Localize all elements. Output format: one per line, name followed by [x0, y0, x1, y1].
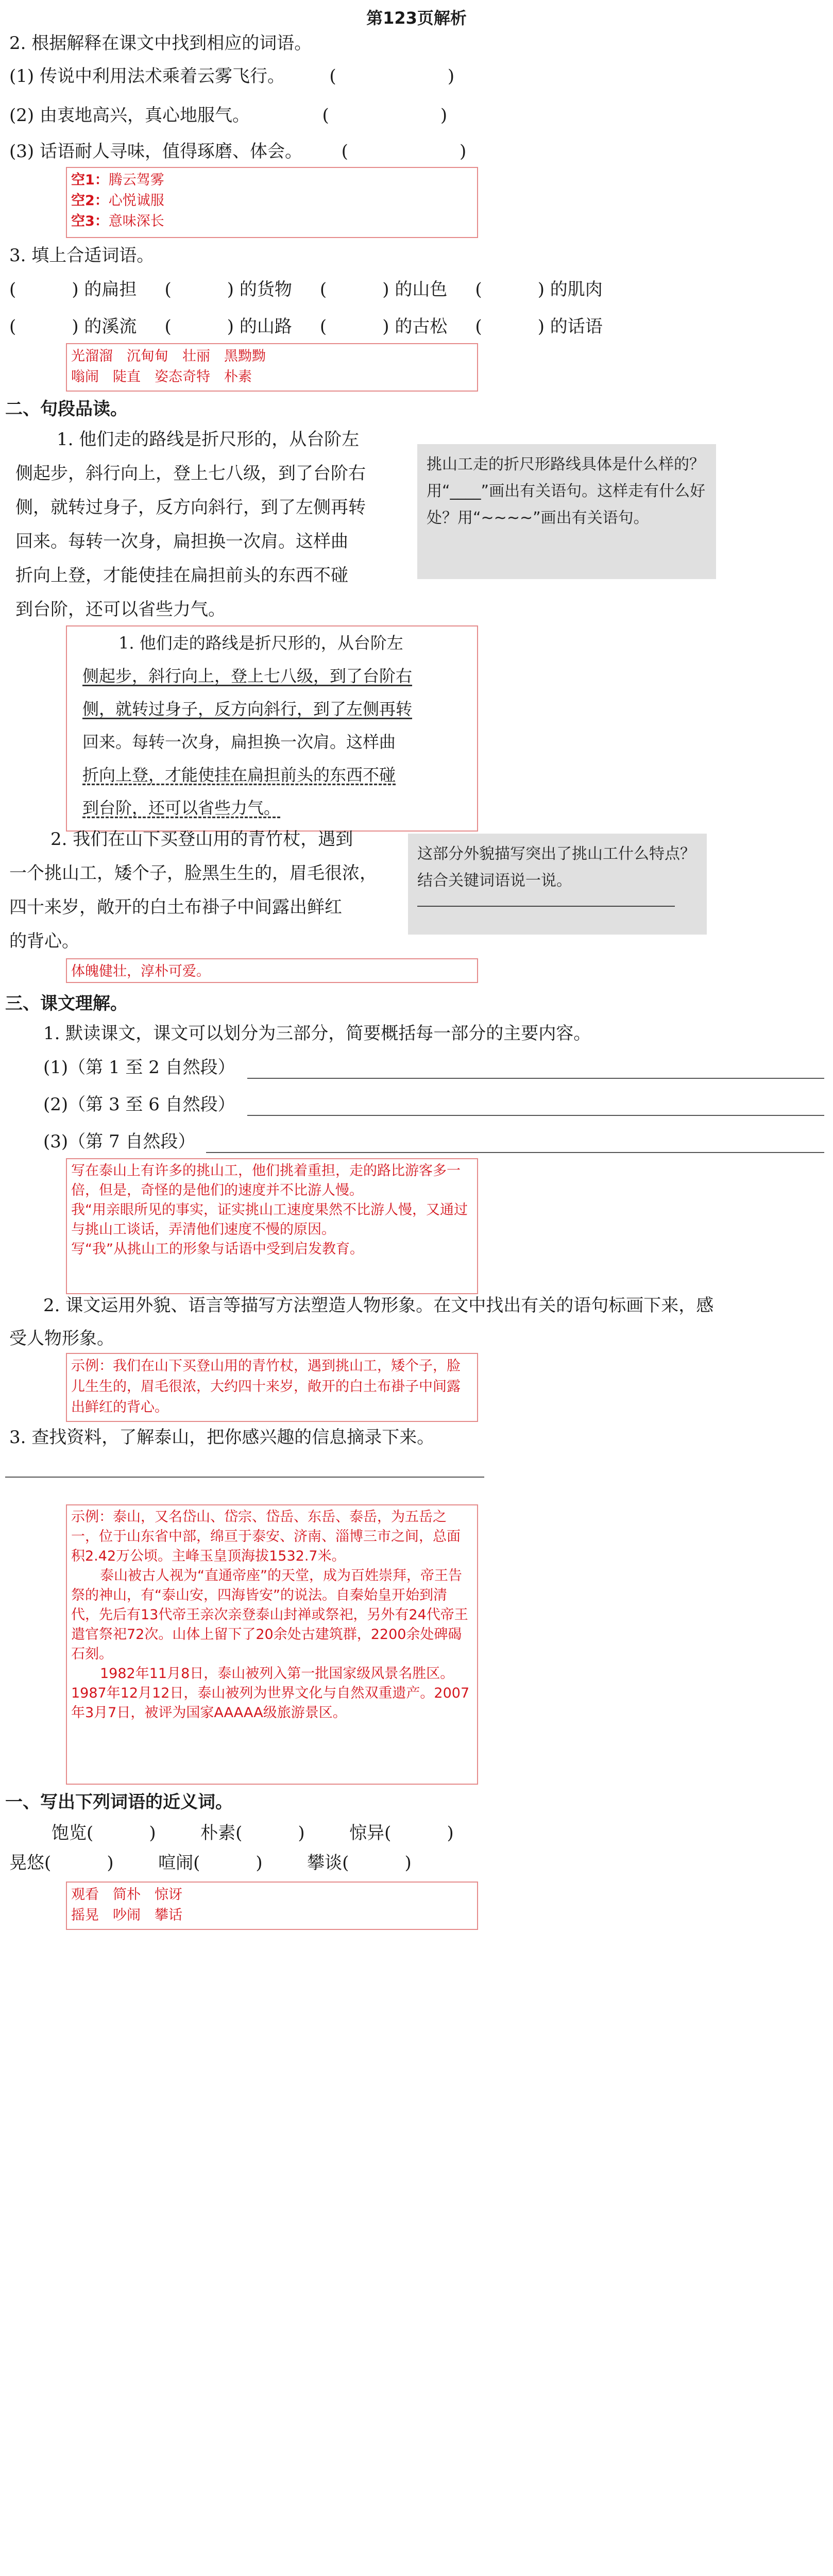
sec4-row-2: 晃悠( ) 喧闹( ) 攀谈( ): [9, 1853, 412, 1873]
q2-heading: 2. 根据解释在课文中找到相应的词语。: [9, 33, 312, 54]
answer-line: 光溜溜 沉甸甸 壮丽 黑黝黝: [71, 348, 266, 364]
sec3-q1-answer-box: 写在泰山上有许多的挑山工，他们挑着重担，走的路比游客多一倍，但是，奇怪的是他们的速度并不比游人慢。 我“用亲眼所见的事实，证实挑山工速度果然不比游人慢，又通过与挑山工谈话，弄清他们速度不慢的原因。 写“我”从挑山工的形象与话语中受到启发教育。: [66, 1158, 478, 1294]
answer-line-3: 空3：意味深长: [71, 213, 164, 229]
part-3: (3)（第 7 自然段）: [43, 1131, 196, 1152]
sec3-q3-answer-box: 示例：泰山，又名岱山、岱宗、岱岳、东岳、泰岳，为五岳之一，位于山东省中部，绵亘于泰安、济南、淄博三市之间，总面积2.42万公顷。主峰玉皇顶海拔1532.7米。 泰山被古人视为“直通帝座”的天堂，成为百姓崇拜，帝王告祭的神山，有“泰山安，四海皆安”的说法。自秦始皇开始到清代，先后有13代帝王亲次亲登泰山封禅或祭祀，另外有24代帝王遣官祭祀72次。山体上留下了20余处古建筑群，2200余处碑碣石刻。 1982年11月8日，泰山被列入第一批国家级风景名胜区。1987年12月12日，泰山被列为世界文化与自然双重遗产。2007年3月7日，被评为国家AAAAA级旅游景区。: [66, 1504, 478, 1785]
answer-line-2: 空2：心悦诚服: [71, 193, 164, 209]
q3-row-2: ( ) 的溪流 ( ) 的山路 ( ) 的古松 ( ) 的话语: [9, 316, 603, 337]
passage-1-answer-box: 1. 他们走的路线是折尺形的，从台阶左 侧起步，斜行向上，登上七八级，到了台阶右 侧，就转过身子，反方向斜行，到了左侧再转 回来。每转一次身，扁担换一次肩。这样曲 折向上登，才能使挂在扁担前头的东西不碰 到台阶，还可以省些力气。: [66, 625, 478, 832]
answer-line: [417, 906, 675, 907]
q3-row-1: ( ) 的扁担 ( ) 的货物 ( ) 的山色 ( ) 的肌肉: [9, 279, 603, 300]
answer-line: [247, 1115, 824, 1116]
sec3-q3: 3. 查找资料，了解泰山，把你感兴趣的信息摘录下来。: [9, 1427, 435, 1448]
passage-2-answer-box: 体魄健壮，淳朴可爱。: [66, 958, 478, 983]
sec3-q2-answer-box: 示例：我们在山下买登山用的青竹杖，遇到挑山工，矮个子，脸儿生生的，眉毛很浓，大约四十来岁，敞开的白土布褂子中间露出鲜红的背心。: [66, 1353, 478, 1422]
part-1: (1)（第 1 至 2 自然段）: [43, 1057, 235, 1078]
answer-label: 空2：: [71, 193, 109, 209]
answer-line: [247, 1078, 824, 1079]
q3-heading: 3. 填上合适词语。: [9, 245, 155, 266]
sec3-q2: 2. 课文运用外貌、语言等描写方法塑造人物形象。在文中找出有关的语句标画下来，感: [43, 1295, 714, 1316]
section-heading: 二、句段品读。: [5, 399, 128, 419]
sec4-row-1: 饱览( ) 朴素( ) 惊异( ): [52, 1823, 454, 1843]
answer-line: 嗡闹 陡直 姿态奇特 朴素: [71, 369, 252, 385]
sec3-q2-cont: 受人物形象。: [9, 1328, 114, 1349]
passage-1-note: 挑山工走的折尺形路线具体是什么样的？用“____”画出有关语句。这样走有什么好处？用“~~~~”画出有关语句。: [417, 444, 716, 579]
q3-answer-box: [66, 343, 478, 392]
section-heading: 三、课文理解。: [5, 993, 128, 1014]
answer-line: [206, 1152, 824, 1153]
answer-line-1: 空1：腾云驾雾: [71, 172, 164, 188]
part-2: (2)（第 3 至 6 自然段）: [43, 1094, 235, 1115]
sec4-answer-box: 观看 简朴 惊讶 摇晃 吵闹 攀话: [66, 1882, 478, 1930]
q2-item-2: (2) 由衷地高兴，真心地服气。 ( ): [9, 105, 448, 126]
answer-label: 空3：: [71, 213, 109, 229]
answer-line: [5, 1477, 484, 1478]
passage-1: 1. 他们走的路线是折尺形的，从台阶左 侧起步，斜行向上，登上七八级，到了台阶右 侧，就转过身子，反方向斜行，到了左侧再转 回来。每转一次身，扁担换一次肩。这样曲 折向上登，才能使挂在扁担前头的东西不碰 到台阶，还可以省些力气。: [15, 429, 366, 620]
answer-label: 空1：: [71, 172, 109, 188]
q2-item-3: (3) 话语耐人寻味，值得琢磨、体会。 ( ): [9, 141, 467, 162]
sec3-q1: 1. 默读课文，课文可以划分为三部分，简要概括每一部分的主要内容。: [43, 1023, 591, 1044]
section-heading: 一、写出下列词语的近义词。: [5, 1792, 233, 1812]
page-title: 第123页解析: [366, 8, 467, 28]
passage-2: 2. 我们在山下买登山用的青竹杖，遇到 一个挑山工，矮个子，脸黑生生的，眉毛很浓， 四十来岁，敞开的白土布褂子中间露出鲜红 的背心。: [9, 829, 377, 952]
q2-item-1: (1) 传说中利用法术乘着云雾飞行。 ( ): [9, 66, 455, 87]
q2-answer-box: [66, 167, 478, 238]
passage-2-note: 这部分外貌描写突出了挑山工什么特点？结合关键词语说一说。: [408, 834, 707, 935]
